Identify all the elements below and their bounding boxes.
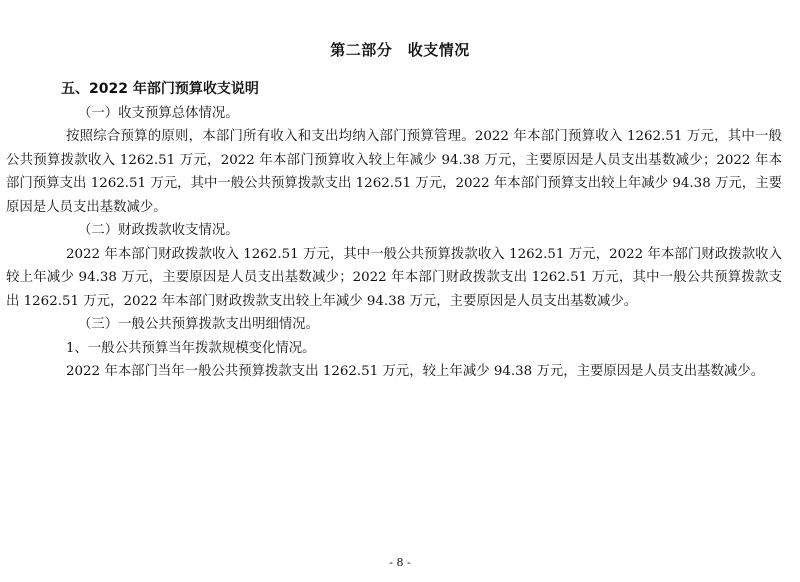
subsection-heading-3: （三）一般公共预算拨款支出明细情况。 [78,317,320,332]
subsection-heading-1: （一）收支预算总体情况。 [78,105,239,121]
paragraph-3: 2022 年本部门当年一般公共预算拨款支出 1262.51 万元，较上年减少 94.38 万元，主要原因是人员支出基数减少。 [66,364,765,379]
content-body [6,78,782,384]
section-title: 五、2022 年部门预算收支说明 [61,81,259,97]
paragraph-wrap-3 [6,360,782,384]
part-title: 第二部分 收支情况 [330,41,470,59]
paragraph-1: 按照综合预算的原则，本部门所有收入和支出均纳入部门预算管理。2022 年本部门预算收入 1262.51 万元，其中一般公共预算拨款收入 1262.51 万元，2022 年本部门预算收入较上年减少 94.38 万元，主要原因是人员支出基数减少；2022 年本部门预算支出 1262.51 万元，其中一般公共预算拨款支出 1262.51 万元，2022 年本部门预算支出较上年减少 94.38 万元，主要原因是人员支出基数减少。 [6,129,782,215]
item-heading-1: 1、一般公共预算当年拨款规模变化情况。 [66,340,316,356]
paragraph-wrap-2 [6,243,782,314]
page-number: - 8 - [389,556,411,569]
subsection-heading-2: （二）财政拨款收支情况。 [78,223,239,238]
paragraph-wrap-1 [6,125,782,219]
paragraph-2: 2022 年本部门财政拨款收入 1262.51 万元，其中一般公共预算拨款收入 1262.51 万元，2022 年本部门财政拨款收入较上年减少 94.38 万元，主要原因是人员支出基数减少；2022 年本部门财政拨款支出 1262.51 万元，其中一般公共预算拨款支出 1262.51 万元，2022 年本部门财政拨款支出较上年减少 94.38 万元，主要原因是人员支出基数减少。 [6,246,782,309]
